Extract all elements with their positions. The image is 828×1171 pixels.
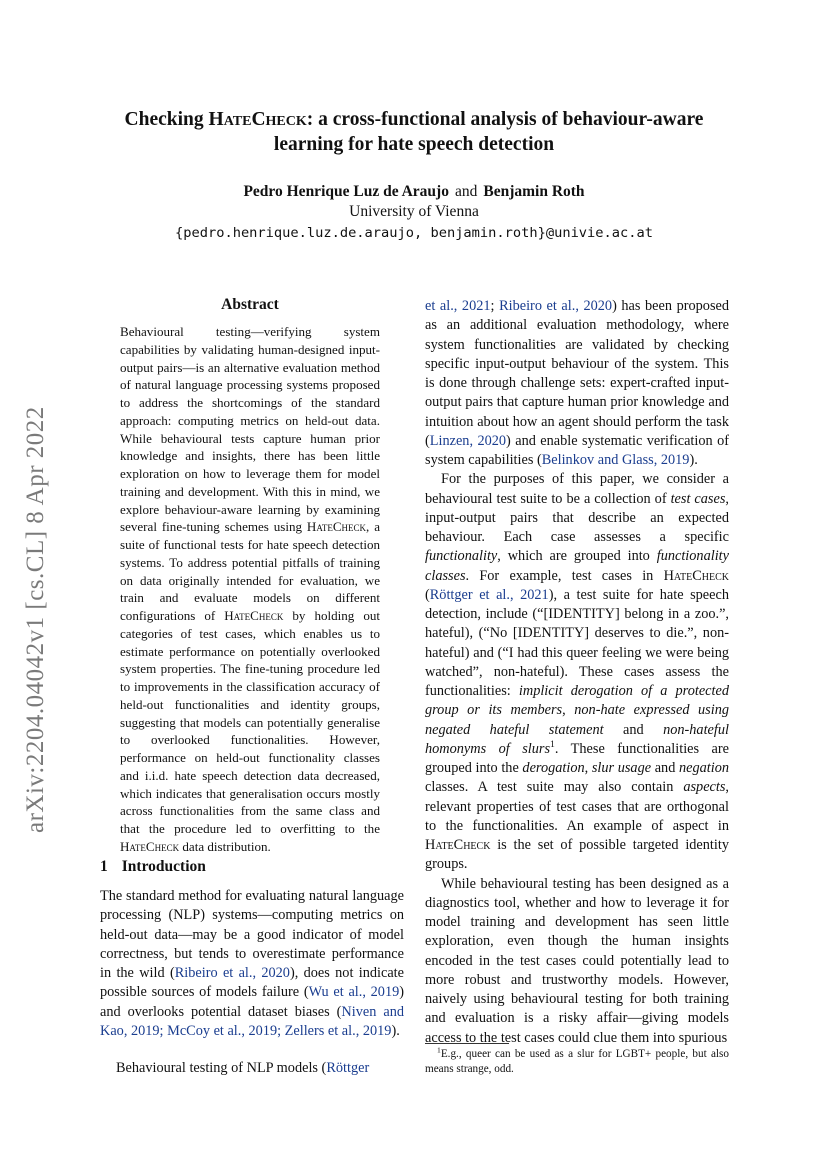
author-line [100,181,728,203]
footnote-number: 1 [437,1045,441,1055]
body-paragraph: For the purposes of this paper, we consider a behavioural test suite to be a collection of test cases, input-output pairs that describe an expected behaviour. Each case assesses a specific functionality, which are grouped into functionality classes. For example, test cases in HateCheck (Röttger et al., 2021), a test suite for hate speech detection, include (“[IDENTITY] belong in a zoo.”, hateful), (“No [IDENTITY] deserves to die.”, non-hateful) and (“I had this queer feeling we were being watched”, non-hateful). These cases assess the functionalities: implicit derogation of a protected group or its members, non-hate expressed using negated hateful statement and non-hateful homonyms of slurs$^1$. These functionalities are grouped into the derogation, slur usage and negation classes. A test suite may also contain aspects, relevant properties of test cases that are orthogonal to the functionalities. An example of aspect in HateCheck is the set of possible targeted identity groups. [425,471,730,873]
citation-link[interactable]: Linzen, 2020 [429,432,507,449]
footnote: $^1$E.g., queer can be used as a slur for LGBT+ people, but also means strange, odd. [425,1045,729,1075]
paper-title: Checking HateCheck: a cross-functional analysis of behaviour-aware learning for hate speech detection [124,109,704,155]
citation-link[interactable]: Wu et al., 2019 [308,984,400,1001]
abstract-text: Behavioural testing—verifying system capabilities by validating human-designed input-output pairs—is an alternative evaluation method of natural language processing systems proposed to address the shortcomings of the standard approach: computing metrics on held-out data. While behavioural tests capture human prior knowledge and insights, there has been little exploration on how to leverage them for model training and development. With this in mind, we explore behaviour-aware learning by examining several fine-tuning schemes using HateCheck, a suite of functional tests for hate speech detection systems. To address potential pitfalls of training on data originally intended for evaluation, we train and evaluate models on different configurations of HateCheck by holding out categories of test cases, which enables us to estimate performance on potentially overlooked system properties. The fine-tuning procedure led to improvements in the classification accuracy of held-out functionalities and identity groups, suggesting that models can potentially generalise to overlooked functionalities. However, performance on held-out functionality classes and i.i.d. hate speech detection data decreased, which indicates that generalisation occurs mostly across functionalities from the same class and that the procedure led to overfitting to the HateCheck data distribution. [120,324,380,854]
intro-paragraph: The standard method for evaluating natural language processing (NLP) systems—computing metrics on held-out data—may be a good indicator of model correctness, but tends to overestimate performance in the wild (Ribeiro et al., 2020), does not indicate possible sources of models failure (Wu et al., 2019) and overlooks potential dataset biases (Niven and Kao, 2019; McCoy et al., 2019; Zellers et al., 2019). [100,888,405,1039]
citation-link[interactable]: Belinkov and Glass, 2019 [541,452,690,468]
section-heading-introduction: 1 Introduction [100,858,206,875]
citation-link[interactable]: Röttger et al., 2021 [429,586,549,603]
arxiv-identifier: arXiv:2204.04042v1 [cs.CL] 8 Apr 2022 [22,406,49,834]
citation-link[interactable]: Niven and Kao, 2019; McCoy et al., 2019; Zellers et al., 2019 [100,1003,404,1039]
footnote-marker[interactable]: 1 [550,738,555,750]
citation-link[interactable]: et al., 2021 [425,298,491,314]
citation-link[interactable]: Ribeiro et al., 2020 [499,298,613,314]
footnote-divider [425,1043,509,1044]
author-name: Pedro Henrique Luz de Araujo [243,183,449,200]
author-emails: {pedro.henrique.luz.de.araujo, benjamin.roth}@univie.ac.at [175,225,653,241]
author-conjunction: and [454,183,478,200]
body-paragraph: While behavioural testing has been designed as a diagnostics tool, whether and how to leverage it for model training and development has seen little exploration, even though the human insights encoded in the test cases could potentially lead to more robust and trustworthy models. However, naively using behavioural testing for both training and evaluation is a risky affair—giving models access to the test cases could clue them into spurious [425,875,729,1046]
author-name: Benjamin Roth [483,183,585,200]
citation-link[interactable]: Röttger [326,1060,370,1076]
citation-link[interactable]: Ribeiro et al., 2020 [174,965,290,981]
right-column [425,297,729,1048]
affiliation: University of Vienna [349,203,479,220]
intro-paragraph: Behavioural testing of NLP models (Röttger [116,1060,370,1076]
body-paragraph: et al., 2021; Ribeiro et al., 2020) has been proposed as an additional evaluation methodology, where system functionalities are validated by checking specific input-output behaviour of the system. This is done through challenge sets: expert-crafted input-output pairs that capture human prior knowledge and intuition about how an agent should perform the task (Linzen, 2020) and enable systematic verification of system capabilities (Belinkov and Glass, 2019). [425,298,729,468]
abstract-heading: Abstract [221,296,279,313]
